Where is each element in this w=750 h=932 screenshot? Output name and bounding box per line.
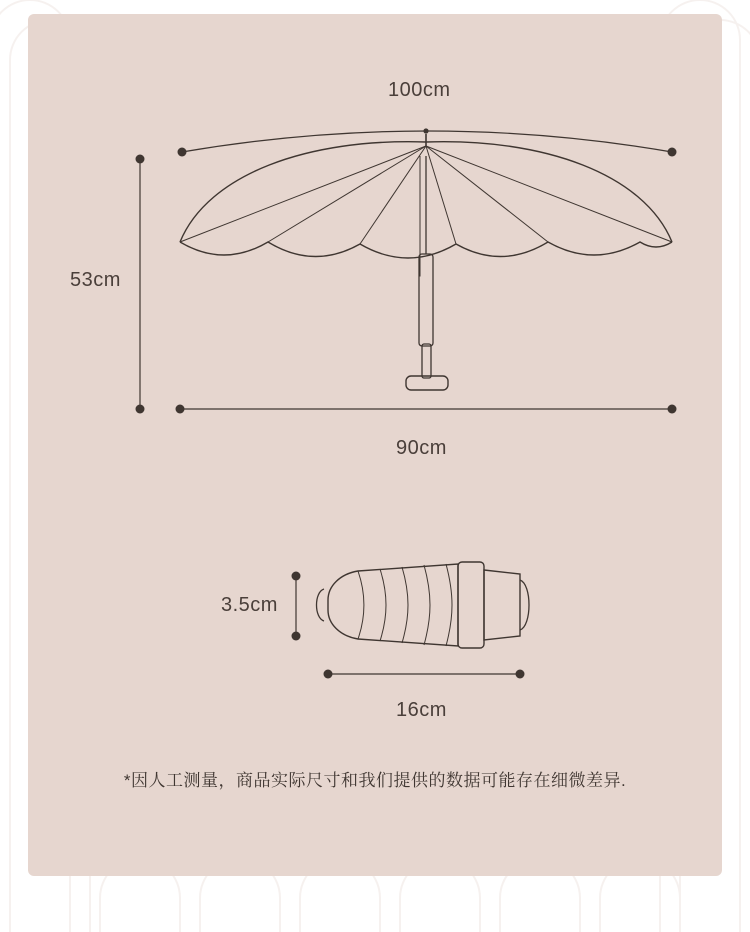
product-dimension-card <box>28 14 722 876</box>
umbrella-dimension-diagram <box>28 14 722 876</box>
measure-label-canopy-span: 90cm <box>396 437 447 459</box>
measure-label-canopy-arc: 100cm <box>388 79 451 101</box>
measurement-disclaimer: *因人工测量，商品实际尺寸和我们提供的数据可能存在细微差异. <box>123 771 627 790</box>
measure-label-canopy-height: 53cm <box>70 269 121 291</box>
measure-label-folded-thickness: 3.5cm <box>221 594 278 616</box>
measure-label-folded-length: 16cm <box>396 699 447 721</box>
